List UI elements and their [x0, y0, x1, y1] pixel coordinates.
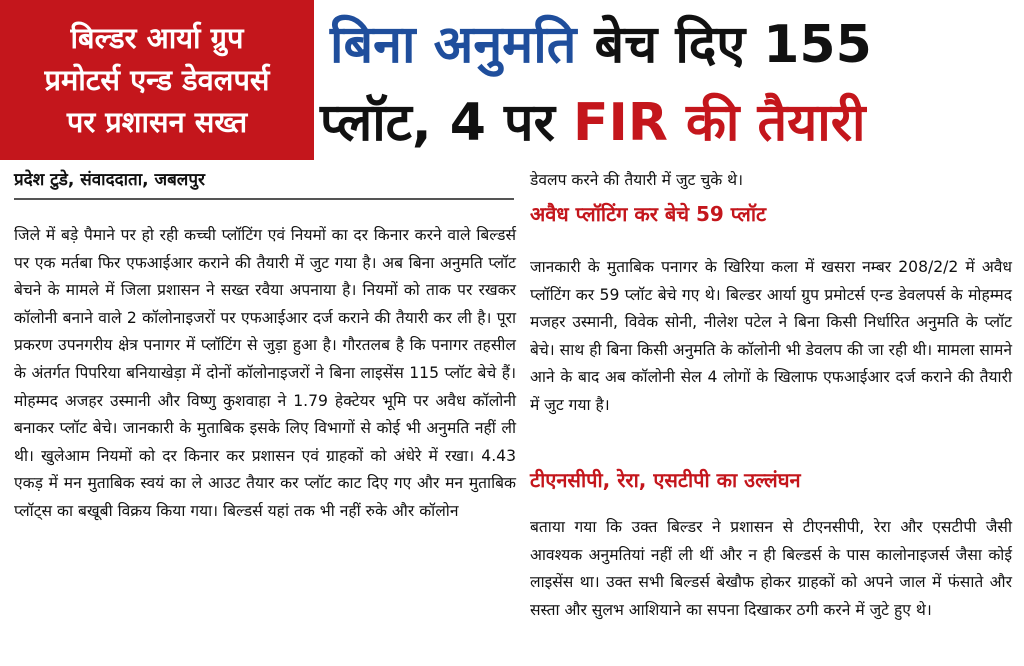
article-body-right-1: जानकारी के मुताबिक पनागर के खिरिया कला में खसरा नम्बर 208/2/2 में अवैध प्लॉटिंग कर 59 प्लॉट बेचे गए थे। बिल्डर आर्या ग्रुप प्रमोटर्स एन्ड डेवलपर्स के मोहम्मद मजहर उस्मानी, विवेक सोनी, नीलेश पटेल ने बिना किसी निर्धारित अनुमति के प्लॉट बेचे। साथ ही बिना किसी अनुमति के कॉलोनी भी डेवलप की जा रही थी। मामला सामने आने के बाद अब कॉलोनी सेल 4 लोगों के खिलाफ एफआईआर दर्ज कराने की तैयारी में जुट गया है।	[530, 258, 1012, 414]
subheading-violation: टीएनसीपी, रेरा, एसटीपी का उल्लंघन	[530, 468, 801, 492]
byline: प्रदेश टुडे, संवाददाता, जबलपुर	[14, 170, 205, 190]
headline-line-1	[330, 10, 872, 80]
headline-blue-text: बिना अनुमति	[330, 15, 577, 75]
kicker-box	[0, 0, 314, 160]
article-body-left: जिले में बड़े पैमाने पर हो रही कच्ची प्लॉटिंग एवं नियमों का दर किनार करने वाले बिल्डर्स पर एक मर्तबा फिर एफआईआर कराने की तैयारी में जुट गया है। अब बिना अनुमति प्लॉट बेचने के मामले में जिला प्रशासन ने सख्त रवैया अपनाया है। नियमों को ताक पर रखकर कॉलोनी बनाने वाले 2 कॉलोनाइजरों पर एफआईआर दर्ज कराने की तैयारी कर ली है। पूरा प्रकरण उपनगरीय क्षेत्र पनागर में प्लॉटिंग से जुड़ा हुआ है। गौरतलब है कि पनागर तहसील के अंतर्गत पिपरिया बनियाखेड़ा में दोनों कॉलोनाइजरों ने बिना लाइसेंस 115 प्लॉट बेचे हैं। मोहम्मद अजहर उस्मानी और विष्णु कुशवाहा ने 1.79 हेक्टेयर भूमि पर अवैध कॉलोनी बनाकर प्लॉट बेचे। जानकारी के मुताबिक इसके लिए विभागों से कोई भी अनुमति नहीं ली थी। खुलेआम नियमों को दर किनार कर प्रशासन एवं ग्राहकों को अंधेरे में रखा। 4.43 एकड़ में मन मुताबिक स्वयं का ले आउट तैयार कर प्लॉट काट दिए गए और मन मुताबिक प्लॉट्स का बखूबी विक्रय किया गया। बिल्डर्स यहां तक भी नहीं रुके और कॉलोन	[14, 226, 516, 520]
headline-red-text: FIR की तैयारी	[572, 93, 866, 153]
kicker-line-3: पर प्रशासन सख्त	[66, 105, 248, 139]
headline-dark-text-2: प्लॉट, 4 पर	[320, 93, 555, 153]
headline	[320, 0, 1024, 160]
headline-dark-text-1: बेच दिए 155	[594, 15, 872, 75]
byline-divider	[14, 198, 514, 200]
headline-line-2	[320, 88, 865, 158]
article-continuation: डेवलप करने की तैयारी में जुट चुके थे।	[530, 171, 744, 189]
article-body-right-2: बताया गया कि उक्त बिल्डर ने प्रशासन से टीएनसीपी, रेरा और एसटीपी जैसी आवश्यक अनुमतियां नहीं ली थीं और न ही बिल्डर्स के पास कालोनाइजर्स जैसा कोई लाइसेंस था। उक्त सभी बिल्डर्स बेखौफ होकर ग्राहकों को अपने जाल में फंसाते और सस्ता और सुलभ आशियाने का सपना दिखाकर ठगी करने में जुटे हुए थे।	[530, 518, 1012, 619]
kicker-line-1: बिल्डर आर्या ग्रुप	[70, 21, 244, 55]
subheading-illegal-plotting: अवैध प्लॉटिंग कर बेचे 59 प्लॉट	[530, 202, 767, 226]
kicker-line-2: प्रमोटर्स एन्ड डेवलपर्स	[44, 63, 270, 97]
